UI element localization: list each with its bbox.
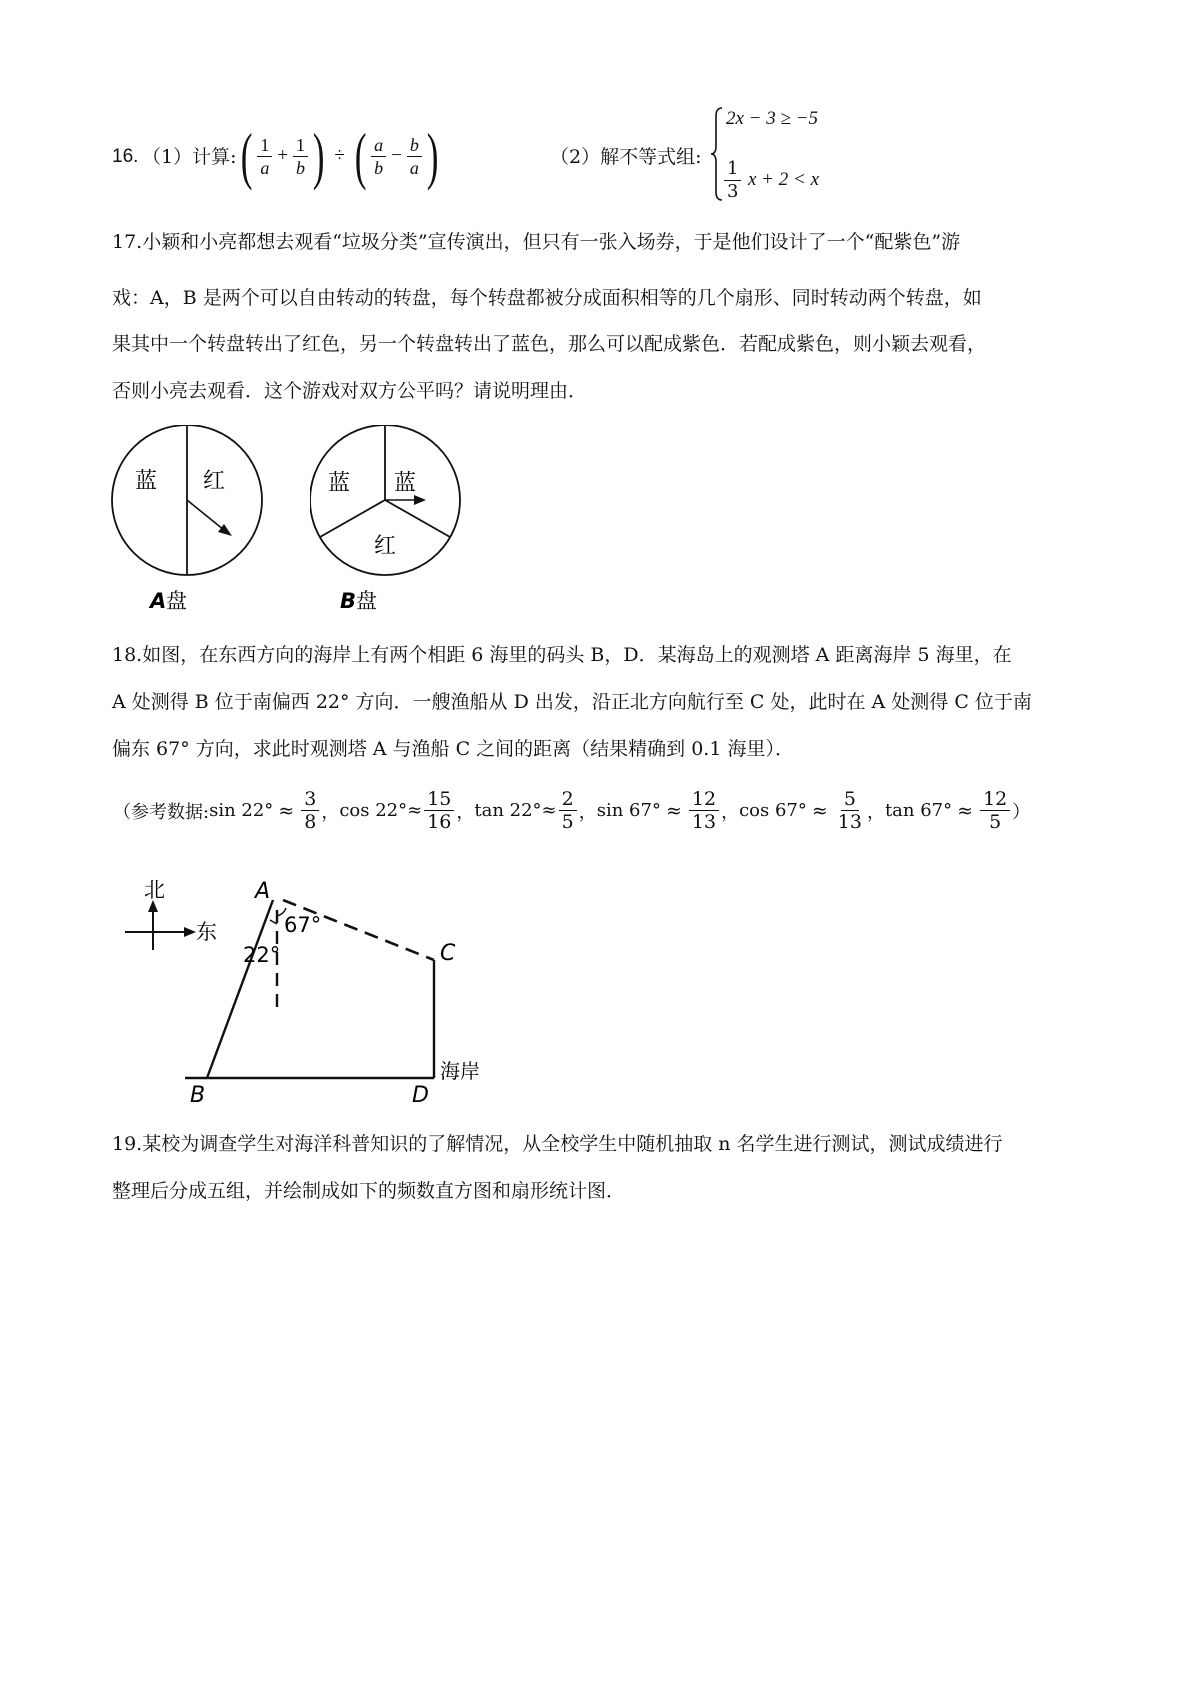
q16-expression-1: ( $\frac{1}{a}$ + $\frac{1}{b}$ ) ÷ ( $\frac{a}{b}$ − $\frac{b}{a}$ ) xyxy=(240,120,439,191)
north-label: 北 xyxy=(144,880,165,902)
spinner-b-top-left-label: 蓝 xyxy=(328,471,351,496)
brace-icon xyxy=(710,106,724,202)
spinner-a-right-label: 红 xyxy=(203,469,226,494)
q17-line-1: 17.小颖和小亮都想去观看“垃圾分类”宣传演出，但只有一张入场券，于是他们设计了一个“配紫色”游 xyxy=(112,231,961,253)
q17-line-2: 戏：A，B 是两个可以自由转动的转盘，每个转盘都被分成面积相等的几个扇形、同时转动两个转盘，如 xyxy=(112,287,982,309)
frac-sin22: $\frac{3}{8}$ xyxy=(301,788,319,833)
point-d-label: D xyxy=(412,1083,429,1105)
spinner-b xyxy=(310,425,490,615)
point-b-label: B xyxy=(190,1083,206,1105)
inequality-line-2: x + 2 < x xyxy=(748,169,820,190)
frac-cos22: $\frac{15}{16}$ xyxy=(424,788,454,833)
inequality-system xyxy=(710,106,910,206)
spinner-b-caption: 盘 xyxy=(356,589,377,613)
spinner-a-letter: A xyxy=(150,589,167,613)
fraction-one-third: $\frac{1}{3}$ xyxy=(724,158,741,203)
q19-line-2: 整理后分成五组，并绘制成如下的频数直方图和扇形统计图． xyxy=(112,1180,626,1202)
spinner-a xyxy=(100,425,280,615)
east-label: 东 xyxy=(196,920,217,944)
q17-line-3: 果其中一个转盘转出了红色，另一个转盘转出了蓝色，那么可以配成紫色．若配成紫色，则小颖去观看， xyxy=(112,333,987,355)
q16-part1-label: （1）计算: xyxy=(142,146,237,168)
fraction-1-over-a: $\frac{1}{a}$ xyxy=(257,134,272,179)
frac-tan67: $\frac{12}{5}$ xyxy=(980,788,1010,833)
compass-icon xyxy=(125,900,196,950)
q18-line-3: 偏东 67° 方向，求此时观测塔 A 与渔船 C 之间的距离（结果精确到 0.1 海里）． xyxy=(112,738,794,760)
left-paren: ( xyxy=(240,120,253,191)
angle-67-label: 67° xyxy=(284,913,322,937)
q19-line-1: 19.某校为调查学生对海洋科普知识的了解情况，从全校学生中随机抽取 n 名学生进行测试，测试成绩进行 xyxy=(112,1133,1003,1155)
point-a-label: A xyxy=(255,880,271,904)
arrow-icon xyxy=(218,524,232,536)
frac-tan22: $\frac{2}{5}$ xyxy=(559,788,577,833)
spinner-b-bottom-label: 红 xyxy=(374,534,397,559)
spinner-b-top-right-label: 蓝 xyxy=(394,471,417,496)
q16-part2-label: （2）解不等式组: xyxy=(550,146,702,168)
angle-22-label: 22° xyxy=(243,943,281,967)
question-16 xyxy=(112,108,1112,208)
fraction-a-over-b: $\frac{a}{b}$ xyxy=(371,134,386,179)
frac-cos67: $\frac{5}{13}$ xyxy=(837,788,862,833)
q18-geometry-figure xyxy=(110,880,530,1105)
right-paren-2: ) xyxy=(426,120,439,191)
inequality-line-1: 2x − 3 ≥ −5 xyxy=(726,108,819,129)
q18-line-2: A 处测得 B 位于南偏西 22° 方向．一艘渔船从 D 出发，沿正北方向航行至 C 处，此时在 A 处测得 C 位于南 xyxy=(112,691,1032,713)
frac-sin67: $\frac{12}{13}$ xyxy=(689,788,719,833)
left-paren-2: ( xyxy=(354,120,367,191)
fraction-1-over-b: $\frac{1}{b}$ xyxy=(293,134,308,179)
spinner-a-caption: 盘 xyxy=(166,589,187,613)
right-paren: ) xyxy=(312,120,325,191)
reference-data: （参考数据: sin 22° ≈ $\frac{3}{8}$ ， cos 22°≈ $\frac{15}{16}$ ， tan 22°≈ $\frac{2}{5}$ ， sin 67° ≈ $\frac{12}{13}$ ， cos 67° ≈ $\frac{5}{13}$ ， tan 67° ≈ $\frac{12}{5}$ ） xyxy=(113,788,1031,833)
q17-line-4: 否则小亮去观看．这个游戏对双方公平吗？请说明理由． xyxy=(112,380,588,402)
arrow-icon-b xyxy=(414,495,426,505)
point-c-label: C xyxy=(440,941,456,966)
spinner-b-letter: B xyxy=(340,589,357,613)
q18-line-1: 18.如图，在东西方向的海岸上有两个相距 6 海里的码头 B，D．某海岛上的观测塔 A 距离海岸 5 海里，在 xyxy=(112,644,1012,666)
q16-number: 16. xyxy=(112,146,139,167)
fraction-b-over-a: $\frac{b}{a}$ xyxy=(407,134,422,179)
shore-label: 海岸 xyxy=(440,1059,480,1083)
spinner-a-left-label: 蓝 xyxy=(135,469,158,494)
